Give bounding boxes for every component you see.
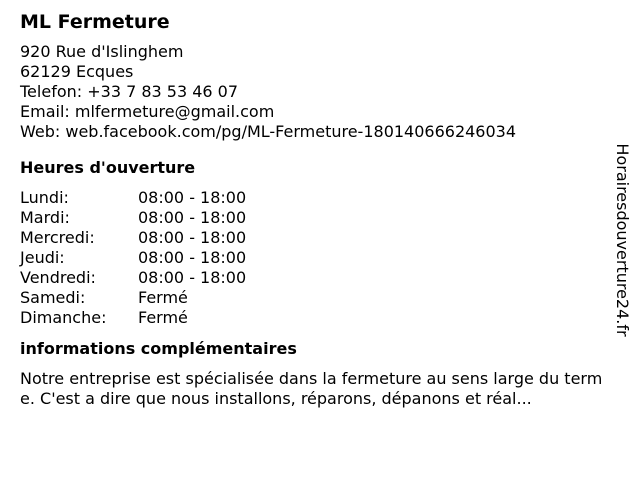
hours-time-value: 08:00 - 18:00 — [138, 228, 247, 247]
hours-row-wednesday — [20, 228, 610, 248]
hours-time-value: Fermé — [138, 288, 188, 307]
hours-row-thursday — [20, 248, 610, 268]
hours-day-label: Dimanche: — [20, 308, 107, 327]
phone-line: Telefon: +33 7 83 53 46 07 — [20, 82, 239, 101]
hours-row-monday — [20, 188, 610, 208]
hours-row-tuesday — [20, 208, 610, 228]
hours-row-saturday — [20, 288, 610, 308]
contact-details — [20, 42, 610, 142]
hours-day-label: Mardi: — [20, 208, 70, 227]
hours-time-value: Fermé — [138, 308, 188, 327]
hours-time-value: 08:00 - 18:00 — [138, 188, 247, 207]
opening-hours-list — [20, 188, 610, 328]
email-line: Email: mlfermeture@gmail.com — [20, 102, 275, 121]
hours-day-label: Samedi: — [20, 288, 86, 307]
hours-time-value: 08:00 - 18:00 — [138, 208, 247, 227]
hours-day-label: Vendredi: — [20, 268, 96, 287]
address-city: 62129 Ecques — [20, 62, 134, 81]
info-heading: informations complémentaires — [20, 339, 297, 358]
web-line: Web: web.facebook.com/pg/ML-Fermeture-180140666246034 — [20, 122, 517, 141]
business-name: ML Fermeture — [20, 11, 170, 33]
hours-heading: Heures d'ouverture — [20, 158, 196, 177]
address-street: 920 Rue d'Islinghem — [20, 42, 184, 61]
hours-time-value: 08:00 - 18:00 — [138, 268, 247, 287]
business-card — [20, 10, 610, 409]
info-description: Notre entreprise est spécialisée dans la fermeture au sens large du terme. C'est a dire que nous installons, réparons, dépanons et réal... — [20, 369, 603, 408]
hours-row-friday — [20, 268, 610, 288]
brand-watermark-text: Horairesdouverture24.fr — [613, 143, 632, 337]
hours-day-label: Jeudi: — [20, 248, 65, 267]
hours-row-sunday — [20, 308, 610, 328]
hours-day-label: Mercredi: — [20, 228, 95, 247]
hours-time-value: 08:00 - 18:00 — [138, 248, 247, 267]
hours-day-label: Lundi: — [20, 188, 69, 207]
